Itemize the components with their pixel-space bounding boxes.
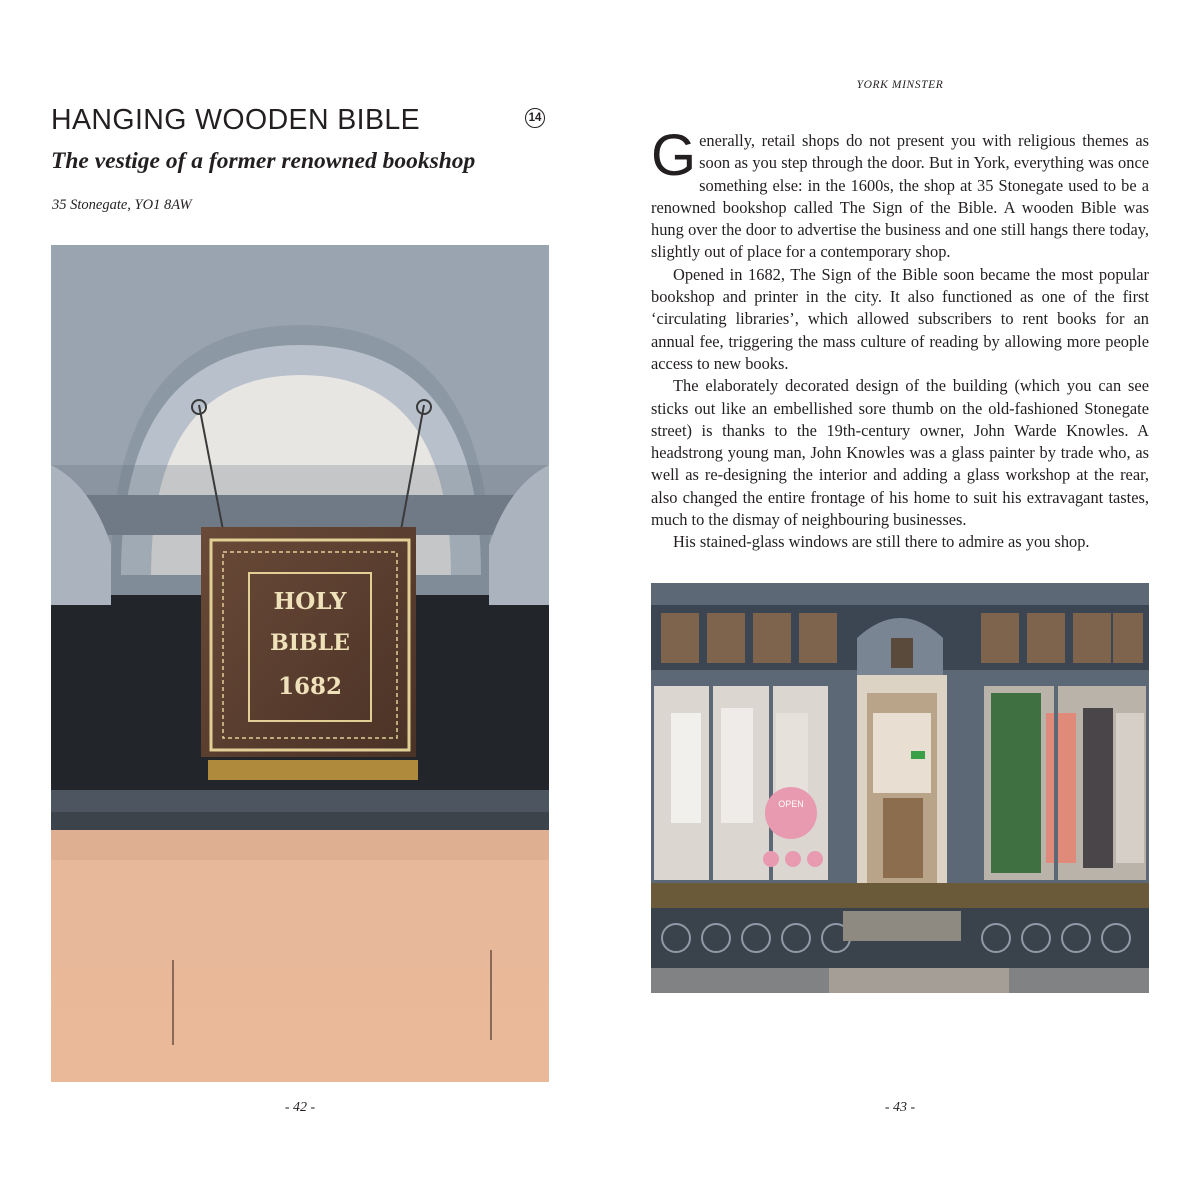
paragraph-4: His stained-glass windows are still there to admire as you shop. bbox=[673, 532, 1090, 552]
open-sign-text: OPEN bbox=[778, 799, 804, 809]
paragraph-2: Opened in 1682, The Sign of the Bible soon became the most popular bookshop and printer in the city. It also functioned as one of the first ‘circulating libraries’, which allowed subscribers to rent books for an annual fee, triggering the mass culture of reading by allowing more people access to new books. bbox=[651, 264, 1149, 373]
sign-line-holy: HOLY bbox=[273, 588, 347, 615]
sign-line-year: 1682 bbox=[277, 673, 343, 700]
paragraph-1 bbox=[651, 123, 1149, 264]
sign-line-bible: BIBLE bbox=[270, 630, 350, 656]
hanging-bible-photo bbox=[51, 245, 549, 1082]
running-head: YORK MINSTER bbox=[856, 79, 944, 91]
paragraph-3: The elaborately decorated design of the building (which you can see sticks out like an embellished sore thumb on the old-fashioned Stonegate street) is thanks to the 19th-century owner, John Warde Knowles. A headstrong young man, John Knowles was a glass painter by trade who, as well as re-designing the interior and adding a glass workshop at the rear, also changed the entire frontage of his home to suit his extravagant tastes, much to the dismay of neighbouring businesses. bbox=[651, 376, 1149, 530]
entry-address: 35 Stonegate, YO1 8AW bbox=[52, 197, 192, 213]
entry-subtitle: The vestige of a former renowned bookshop bbox=[51, 148, 476, 174]
right-page bbox=[600, 0, 1200, 1200]
page-number-right: - 43 - bbox=[884, 1100, 916, 1115]
shopfront-photo bbox=[651, 583, 1149, 993]
page-number-left: - 42 - bbox=[284, 1100, 316, 1115]
drop-cap: G bbox=[651, 123, 697, 188]
entry-number-badge: 14 bbox=[525, 108, 545, 128]
paragraph-1-text: enerally, retail shops do not present you with religious themes as soon as you step through the door. But in York, everything was once something else: in the 1600s, the shop at 35 Stonegate used to be a renowned bookshop called The Sign of the Bible. A wooden Bible was hung over the door to advertise the business and one still hangs there today, slightly out of place for a contemporary shop. bbox=[651, 131, 1149, 262]
body-text bbox=[651, 123, 1149, 554]
entry-title: HANGING WOODEN BIBLE bbox=[51, 104, 421, 136]
